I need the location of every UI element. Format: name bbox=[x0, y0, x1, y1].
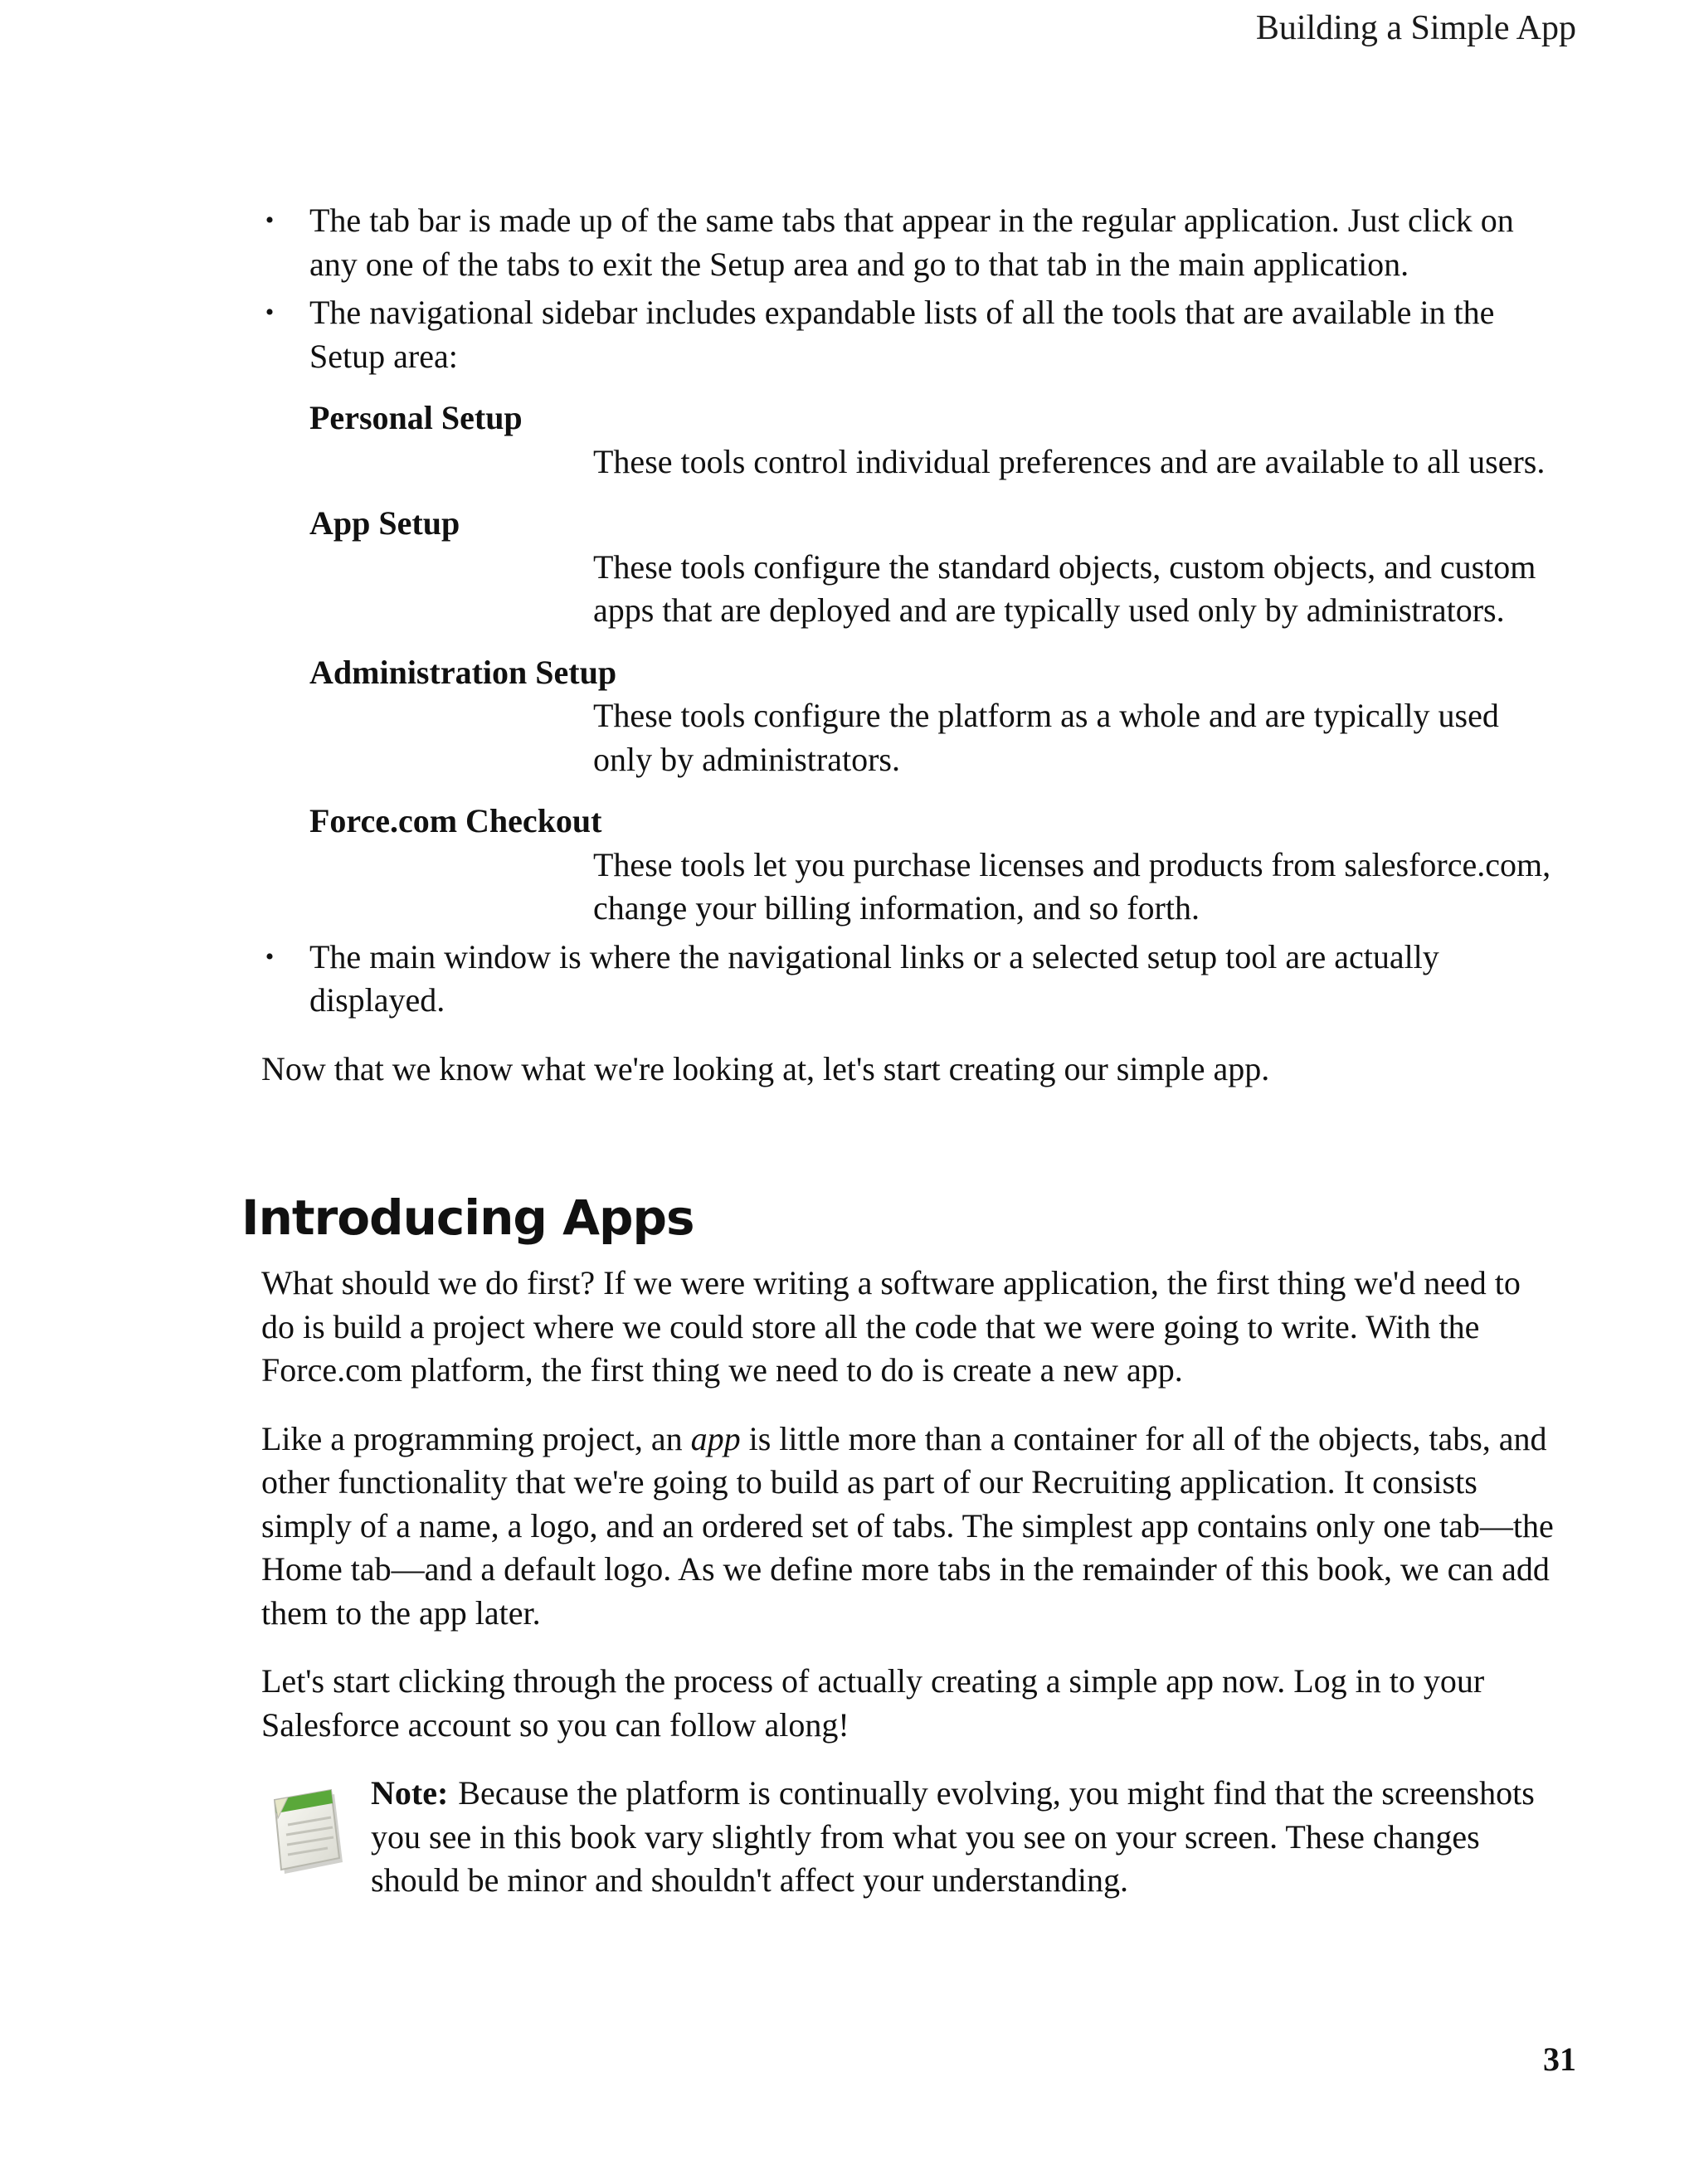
list-item bbox=[261, 936, 1555, 1023]
closing-paragraph: Now that we know what we're looking at, let's start creating our simple app. bbox=[261, 1049, 1270, 1087]
page-number: 31 bbox=[1543, 2041, 1576, 2078]
paragraph-text: Like a programming project, an bbox=[261, 1419, 691, 1457]
definition-description: These tools let you purchase licenses and products from salesforce.com, change your billing information, and so forth. bbox=[593, 845, 1551, 927]
bullet-marker: • bbox=[265, 942, 275, 970]
definition-item bbox=[309, 651, 1555, 782]
definition-item bbox=[309, 502, 1555, 633]
paragraph: Let's start clicking through the process of actually creating a simple app now. Log in to your Salesforce account so you can follow along! bbox=[261, 1662, 1485, 1744]
running-header: Building a Simple App bbox=[1255, 9, 1576, 47]
paragraph-text: is little more than a container for all of the objects, tabs, and other functionality that we're going to build as part of our Recruiting application. It consists simply of a name, a logo, and an ordered set of tabs. The simplest app contains only one tab—the Home tab—and a default logo. As we define more tabs in the remainder of this book, we can add them to the app later. bbox=[261, 1419, 1554, 1632]
list-item-text: The main window is where the navigational links or a selected setup tool are actually displayed. bbox=[309, 937, 1439, 1019]
bullet-marker: • bbox=[265, 207, 275, 234]
note-label: Note: bbox=[371, 1774, 449, 1812]
page-content bbox=[241, 199, 1555, 1903]
definition-term: Administration Setup bbox=[309, 653, 617, 691]
definition-item bbox=[309, 800, 1555, 931]
list-item-text: The navigational sidebar includes expandable lists of all the tools that are available in the Setup area: bbox=[309, 294, 1495, 375]
paragraph bbox=[261, 1418, 1555, 1636]
section-heading: Introducing Apps bbox=[241, 1189, 694, 1246]
definition-description: These tools control individual preferences and are available to all users. bbox=[593, 442, 1546, 480]
paragraph: What should we do first? If we were writing a software application, the first thing we'd need to do is build a project where we could store all the code that we were going to write. With the Force.com platform, the first thing we need to do is create a new app. bbox=[261, 1264, 1521, 1389]
bullet-marker: • bbox=[265, 299, 275, 326]
note-icon bbox=[265, 1778, 344, 1878]
note-callout bbox=[261, 1772, 1555, 1903]
list-item-text: The tab bar is made up of the same tabs that appear in the regular application. Just click on any one of the tabs to exit the Setup area and go to that tab in the main application. bbox=[309, 202, 1514, 283]
definition-term: Personal Setup bbox=[309, 399, 523, 436]
definition-term: Force.com Checkout bbox=[309, 802, 602, 839]
note-text: Because the platform is continually evolving, you might find that the screenshots you see in this book vary slightly from what you see on your screen. These changes should be minor and shouldn't affect your understanding. bbox=[371, 1774, 1535, 1899]
list-item bbox=[261, 291, 1555, 931]
emphasis-term: app bbox=[690, 1419, 741, 1457]
list-item bbox=[261, 199, 1555, 286]
definition-term: App Setup bbox=[309, 504, 460, 542]
definition-item bbox=[309, 396, 1555, 484]
bullet-list bbox=[261, 199, 1555, 1023]
definition-description: These tools configure the platform as a whole and are typically used only by administrators. bbox=[593, 697, 1499, 778]
setup-tools-list bbox=[309, 396, 1555, 931]
definition-description: These tools configure the standard objects, custom objects, and custom apps that are deployed and are typically used only by administrators. bbox=[593, 547, 1536, 629]
